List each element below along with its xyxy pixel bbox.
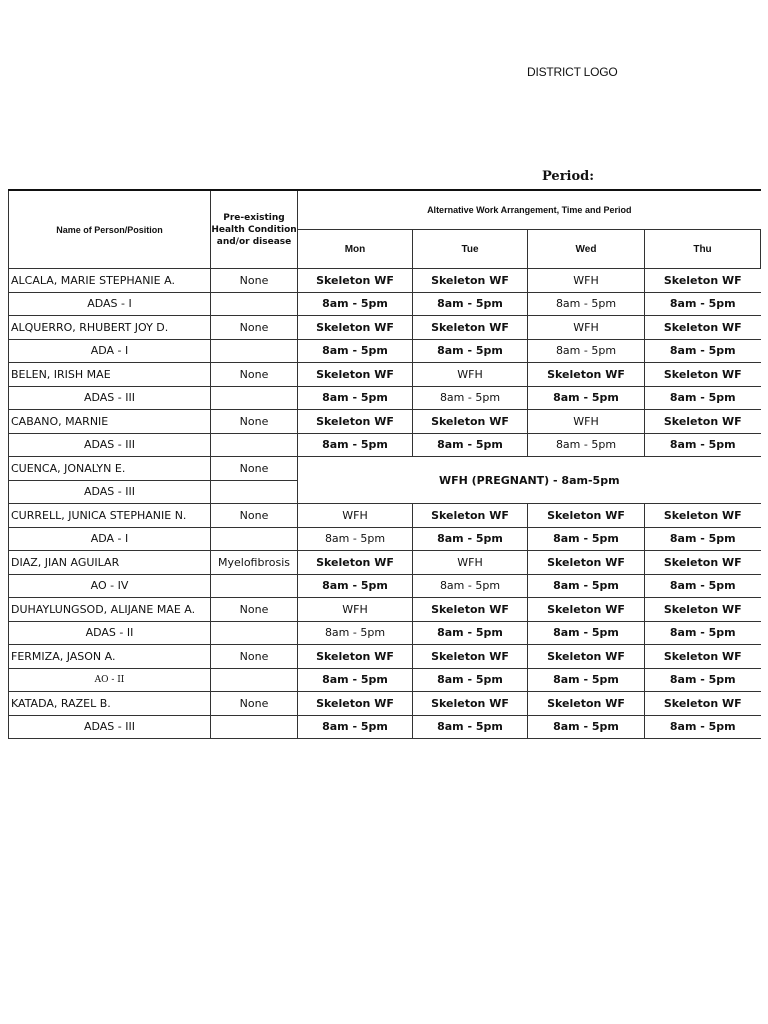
time-cell: 8am - 5pm — [645, 527, 761, 551]
arrangement-cell: Skeleton WF — [528, 551, 645, 575]
header-day-thu: Thu — [645, 230, 761, 269]
arrangement-cell: WFH — [528, 316, 645, 340]
table-row — [9, 692, 761, 716]
arrangement-cell: Skeleton WF — [645, 269, 761, 293]
arrangement-cell: Skeleton WF — [298, 692, 413, 716]
table-row — [9, 386, 761, 410]
time-cell: 8am - 5pm — [528, 386, 645, 410]
time-cell: 8am - 5pm — [528, 574, 645, 598]
person-position: ADAS - III — [9, 480, 211, 504]
table-row — [9, 551, 761, 575]
health-condition-empty — [211, 574, 298, 598]
person-name: DUHAYLUNGSOD, ALIJANE MAE A. — [9, 598, 211, 622]
table-row — [9, 339, 761, 363]
time-cell: 8am - 5pm — [645, 339, 761, 363]
person-name: CURRELL, JUNICA STEPHANIE N. — [9, 504, 211, 528]
health-condition: None — [211, 269, 298, 293]
person-name: ALCALA, MARIE STEPHANIE A. — [9, 269, 211, 293]
arrangement-cell: Skeleton WF — [645, 598, 761, 622]
time-cell: 8am - 5pm — [413, 621, 528, 645]
table-row — [9, 527, 761, 551]
person-position: ADAS - I — [9, 292, 211, 316]
table-row — [9, 645, 761, 669]
arrangement-cell: Skeleton WF — [298, 316, 413, 340]
time-cell: 8am - 5pm — [645, 668, 761, 692]
person-name: FERMIZA, JASON A. — [9, 645, 211, 669]
arrangement-cell: Skeleton WF — [413, 410, 528, 434]
time-cell: 8am - 5pm — [413, 386, 528, 410]
header-work-arrangement: Alternative Work Arrangement, Time and Period — [298, 190, 761, 230]
arrangement-cell: WFH — [413, 551, 528, 575]
header-day-tue: Tue — [413, 230, 528, 269]
arrangement-cell: Skeleton WF — [528, 363, 645, 387]
header-name-position: Name of Person/Position — [9, 190, 211, 269]
table-row — [9, 715, 761, 739]
person-position: ADA - I — [9, 339, 211, 363]
table-row — [9, 410, 761, 434]
health-condition: Myelofibrosis — [211, 551, 298, 575]
arrangement-cell: Skeleton WF — [298, 551, 413, 575]
health-condition: None — [211, 316, 298, 340]
health-condition: None — [211, 504, 298, 528]
time-cell: 8am - 5pm — [528, 668, 645, 692]
health-condition-empty — [211, 433, 298, 457]
arrangement-cell: Skeleton WF — [413, 269, 528, 293]
table-row — [9, 292, 761, 316]
merged-arrangement-note: WFH (PREGNANT) - 8am-5pm — [298, 457, 761, 504]
person-position: ADAS - III — [9, 715, 211, 739]
arrangement-cell: Skeleton WF — [528, 504, 645, 528]
table-row — [9, 504, 761, 528]
arrangement-cell: WFH — [413, 363, 528, 387]
time-cell: 8am - 5pm — [528, 292, 645, 316]
arrangement-cell: Skeleton WF — [645, 692, 761, 716]
person-position: ADA - I — [9, 527, 211, 551]
arrangement-cell: Skeleton WF — [645, 645, 761, 669]
time-cell: 8am - 5pm — [528, 433, 645, 457]
time-cell: 8am - 5pm — [298, 668, 413, 692]
header-health-condition: Pre-existing Health Condition and/or disease — [211, 190, 298, 269]
person-name: DIAZ, JIAN AGUILAR — [9, 551, 211, 575]
time-cell: 8am - 5pm — [413, 292, 528, 316]
time-cell: 8am - 5pm — [413, 715, 528, 739]
health-condition: None — [211, 457, 298, 481]
person-position: AO - IV — [9, 574, 211, 598]
health-condition-empty — [211, 621, 298, 645]
health-condition-empty — [211, 292, 298, 316]
time-cell: 8am - 5pm — [413, 433, 528, 457]
time-cell: 8am - 5pm — [298, 715, 413, 739]
arrangement-cell: WFH — [528, 410, 645, 434]
time-cell: 8am - 5pm — [528, 715, 645, 739]
arrangement-cell: Skeleton WF — [528, 598, 645, 622]
time-cell: 8am - 5pm — [645, 433, 761, 457]
health-condition-empty — [211, 715, 298, 739]
time-cell: 8am - 5pm — [528, 621, 645, 645]
arrangement-cell: Skeleton WF — [645, 316, 761, 340]
person-name: CABANO, MARNIE — [9, 410, 211, 434]
arrangement-cell: Skeleton WF — [413, 504, 528, 528]
time-cell: 8am - 5pm — [298, 527, 413, 551]
person-position: ADAS - II — [9, 621, 211, 645]
time-cell: 8am - 5pm — [645, 292, 761, 316]
person-position: AO - II — [9, 668, 211, 692]
health-condition: None — [211, 645, 298, 669]
arrangement-cell: Skeleton WF — [298, 363, 413, 387]
arrangement-cell: Skeleton WF — [645, 504, 761, 528]
time-cell: 8am - 5pm — [645, 621, 761, 645]
health-condition: None — [211, 363, 298, 387]
arrangement-cell: Skeleton WF — [298, 410, 413, 434]
work-arrangement-table — [8, 189, 761, 739]
table-row — [9, 574, 761, 598]
time-cell: 8am - 5pm — [645, 715, 761, 739]
arrangement-cell: Skeleton WF — [298, 645, 413, 669]
health-condition-empty — [211, 480, 298, 504]
time-cell: 8am - 5pm — [298, 339, 413, 363]
table-row — [9, 598, 761, 622]
district-logo-text: DISTRICT LOGO — [527, 65, 618, 79]
time-cell: 8am - 5pm — [298, 574, 413, 598]
arrangement-cell: Skeleton WF — [413, 598, 528, 622]
arrangement-cell: Skeleton WF — [413, 645, 528, 669]
table-row — [9, 316, 761, 340]
health-condition-empty — [211, 386, 298, 410]
arrangement-cell: Skeleton WF — [645, 551, 761, 575]
time-cell: 8am - 5pm — [413, 668, 528, 692]
person-position: ADAS - III — [9, 386, 211, 410]
person-position: ADAS - III — [9, 433, 211, 457]
table-row — [9, 621, 761, 645]
health-condition-empty — [211, 668, 298, 692]
time-cell: 8am - 5pm — [413, 527, 528, 551]
arrangement-cell: WFH — [298, 598, 413, 622]
time-cell: 8am - 5pm — [413, 339, 528, 363]
header-day-wed: Wed — [528, 230, 645, 269]
health-condition-empty — [211, 339, 298, 363]
arrangement-cell: Skeleton WF — [298, 269, 413, 293]
time-cell: 8am - 5pm — [298, 386, 413, 410]
person-name: BELEN, IRISH MAE — [9, 363, 211, 387]
arrangement-cell: Skeleton WF — [528, 645, 645, 669]
arrangement-cell: Skeleton WF — [645, 363, 761, 387]
health-condition: None — [211, 692, 298, 716]
time-cell: 8am - 5pm — [298, 621, 413, 645]
person-name: ALQUERRO, RHUBERT JOY D. — [9, 316, 211, 340]
header-day-mon: Mon — [298, 230, 413, 269]
health-condition: None — [211, 410, 298, 434]
arrangement-cell: Skeleton WF — [413, 316, 528, 340]
person-name: CUENCA, JONALYN E. — [9, 457, 211, 481]
table-row — [9, 433, 761, 457]
time-cell: 8am - 5pm — [298, 292, 413, 316]
arrangement-cell: WFH — [528, 269, 645, 293]
time-cell: 8am - 5pm — [528, 339, 645, 363]
time-cell: 8am - 5pm — [645, 386, 761, 410]
table-row — [9, 457, 761, 481]
period-label: Period: — [542, 169, 595, 184]
health-condition: None — [211, 598, 298, 622]
table-row — [9, 269, 761, 293]
arrangement-cell: WFH — [298, 504, 413, 528]
table-row — [9, 668, 761, 692]
arrangement-cell: Skeleton WF — [645, 410, 761, 434]
person-name: KATADA, RAZEL B. — [9, 692, 211, 716]
time-cell: 8am - 5pm — [298, 433, 413, 457]
health-condition-empty — [211, 527, 298, 551]
table-row — [9, 363, 761, 387]
time-cell: 8am - 5pm — [645, 574, 761, 598]
arrangement-cell: Skeleton WF — [528, 692, 645, 716]
arrangement-cell: Skeleton WF — [413, 692, 528, 716]
time-cell: 8am - 5pm — [413, 574, 528, 598]
time-cell: 8am - 5pm — [528, 527, 645, 551]
